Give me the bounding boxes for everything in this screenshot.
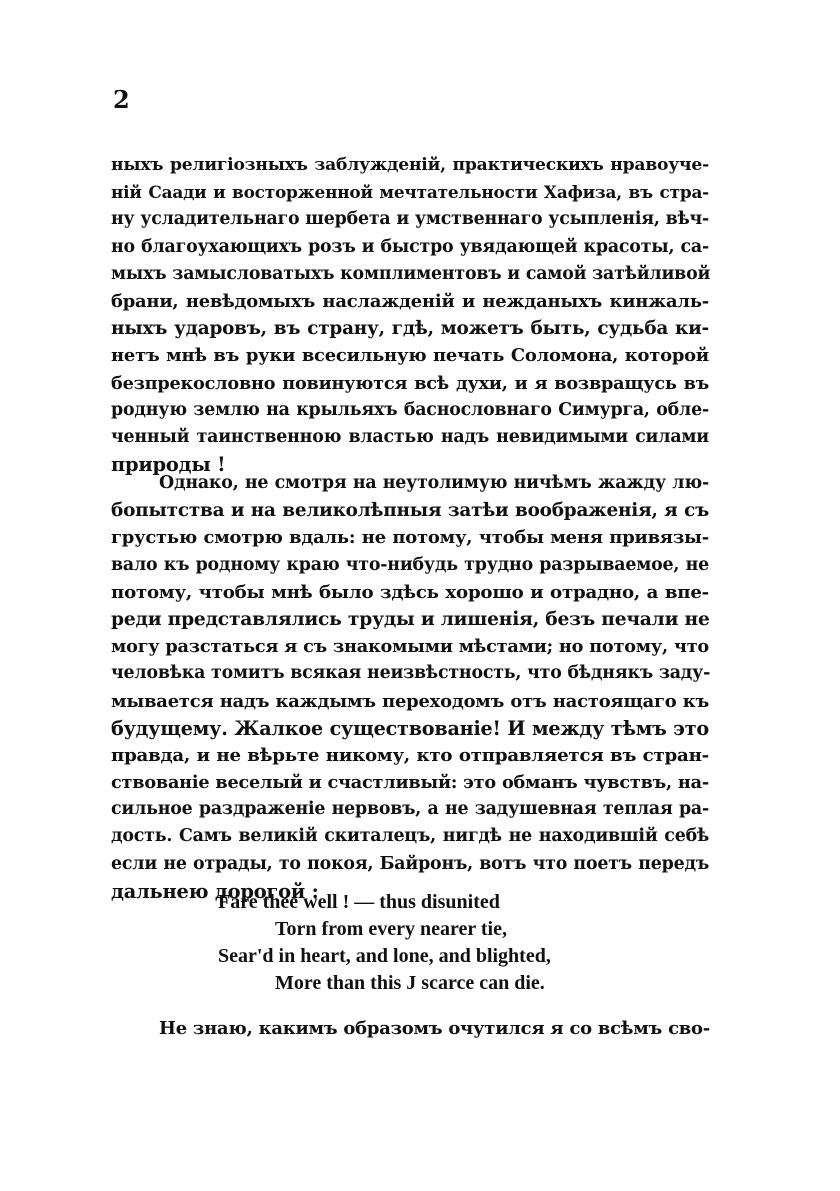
text-line: мыхъ замысловатыхъ комплиментовъ и самой затѣйливой [111, 263, 711, 284]
paragraph-3 [111, 1015, 709, 1042]
poem-line: More than this J scarce can die. [275, 972, 545, 994]
poem-line: Torn from every nearer tie, [275, 918, 507, 940]
text-line: Не знаю, какимъ образомъ очутился я со всѣмъ сво- [159, 1018, 710, 1039]
text-line: правда, и не вѣрьте никому, кто отправляется въ стран- [111, 744, 709, 766]
poem-line: Fare thee well ! — thus disunited [218, 891, 500, 913]
poem-quote [218, 889, 551, 997]
text-line: сильное раздраженіе нервовъ, а не задушевная теплая ра- [111, 799, 709, 820]
text-line: мывается надъ каждымъ переходомъ отъ настоящаго къ [111, 690, 709, 712]
poem-line: Sear'd in heart, and lone, and blighted, [218, 945, 551, 967]
text-line: брани, невѣдомыхъ наслажденій и нежданыхъ кинжаль- [111, 290, 709, 312]
text-line: ченный таинственною властью надъ невидимыми силами [111, 426, 709, 447]
text-line: реди представлялись труды и лишенія, безъ печали не [111, 607, 710, 630]
text-line: нетъ мнѣ въ руки всесильную печать Соломона, которой [111, 345, 709, 367]
page-number: 2 [113, 85, 130, 114]
text-line: могу разстаться я съ знакомыми мѣстами; но потому, что [111, 636, 709, 658]
text-line: Однако, не смотря на неутолимую ничѣмъ жажду лю- [159, 473, 709, 493]
text-line: безпрекословно повинуются всѣ духи, и я возвращусь въ [111, 372, 709, 394]
text-line: ныхъ религіозныхъ заблужденій, практическихъ нравоуче- [111, 155, 709, 175]
text-line: будущему. Жалкое существованіе! И между тѣмъ это [111, 716, 709, 740]
text-line: человѣка томитъ всякая неизвѣстность, что бѣднякъ заду- [111, 663, 711, 684]
paragraph-1 [111, 152, 709, 478]
text-line: но благоухающихъ розъ и быстро увядающей красоты, са- [111, 236, 709, 257]
text-line: ну усладительнаго шербета и умственнаго усыпленія, вѣч- [111, 209, 710, 230]
text-line: дость. Самъ великій скиталецъ, нигдѣ не находившій себѣ [111, 826, 709, 847]
text-line: ныхъ ударовъ, въ страну, гдѣ, можетъ быть, судьба ки- [111, 318, 709, 340]
text-line: ствованіе веселый и счастливый: это обманъ чувствъ, на- [111, 772, 709, 794]
text-line: дальнею дорогой : [111, 879, 319, 903]
text-line: природы ! [111, 453, 226, 477]
text-line: ній Саади и восторженной мечтательности Хафиза, въ стра- [111, 182, 709, 203]
text-line: бопытства и на великолѣпныя затѣи воображенія, я съ [111, 500, 709, 522]
paragraph-2 [111, 470, 709, 905]
text-line: потому, чтобы мнѣ было здѣсь хорошо и отрадно, а впе- [111, 581, 709, 603]
text-line: родную землю на крыльяхъ баснословнаго Симурга, обле- [111, 399, 709, 420]
text-line: вало къ родному краю что-нибудь трудно разрываемое, не [111, 554, 709, 575]
text-line: если не отрады, то покоя, Байронъ, вотъ что поетъ передъ [111, 853, 709, 874]
text-line: грустью смотрю вдаль: не потому, чтобы меня привязы- [111, 527, 709, 549]
